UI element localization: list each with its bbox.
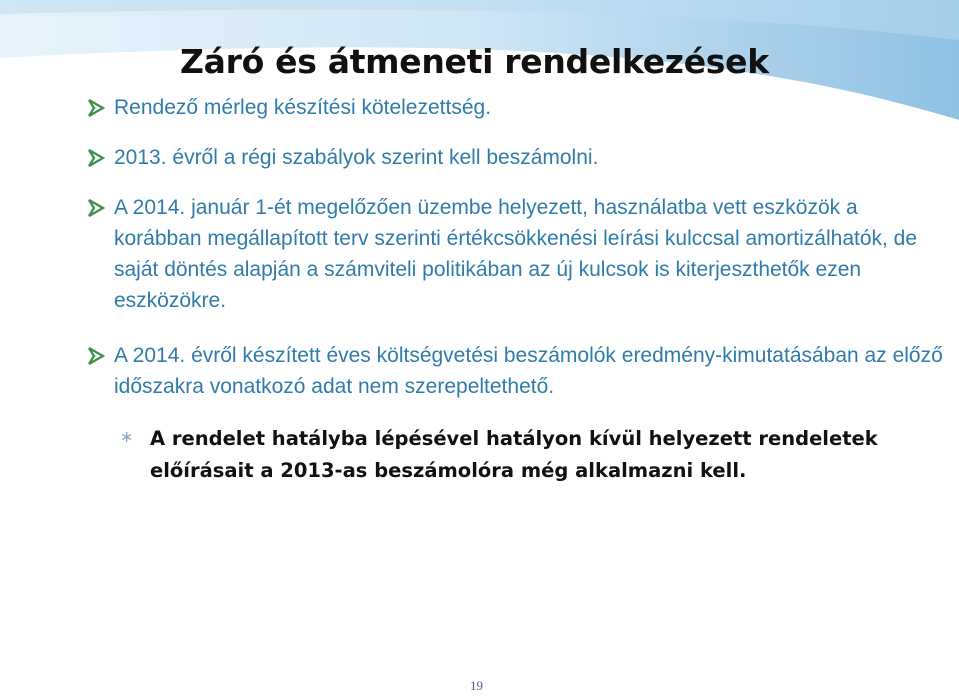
bullet-text: A 2014. január 1-ét megelőzően üzembe helyezett, használatba vett eszközök a korábban megállapított terv szerinti értékcsökkenési leírási kulccsal amortizálhatók, de saját döntés alapján a számviteli politikában az új kulcsok is kiterjeszthetők ezen eszközökre. [114, 196, 918, 312]
arrow-chevron-icon [86, 346, 106, 366]
bullet-item [86, 192, 946, 316]
arrow-chevron-icon [86, 148, 106, 168]
bullet-text: 2013. évről a régi szabályok szerint kell beszámolni. [114, 146, 599, 169]
arrow-chevron-icon [86, 98, 106, 118]
slide-title: Záró és átmeneti rendelkezések [180, 42, 769, 81]
final-statement: A rendelet hatályba lépésével hatályon kívül helyezett rendeletek előírásait a 2013-as beszámolóra még alkalmazni kell. [150, 427, 878, 482]
bullet-text: Rendező mérleg készítési kötelezettség. [114, 96, 492, 119]
bullet-item [86, 340, 946, 402]
star-bullet-icon: ∗ [120, 429, 134, 446]
bullet-item [86, 92, 946, 123]
bullet-item [86, 142, 946, 173]
bullet-text: A 2014. évről készített éves költségvetési beszámolók eredmény-kimutatásában az előző időszakra vonatkozó adat nem szerepeltethető. [114, 344, 943, 398]
page-number: 19 [470, 678, 483, 693]
arrow-chevron-icon [86, 198, 106, 218]
